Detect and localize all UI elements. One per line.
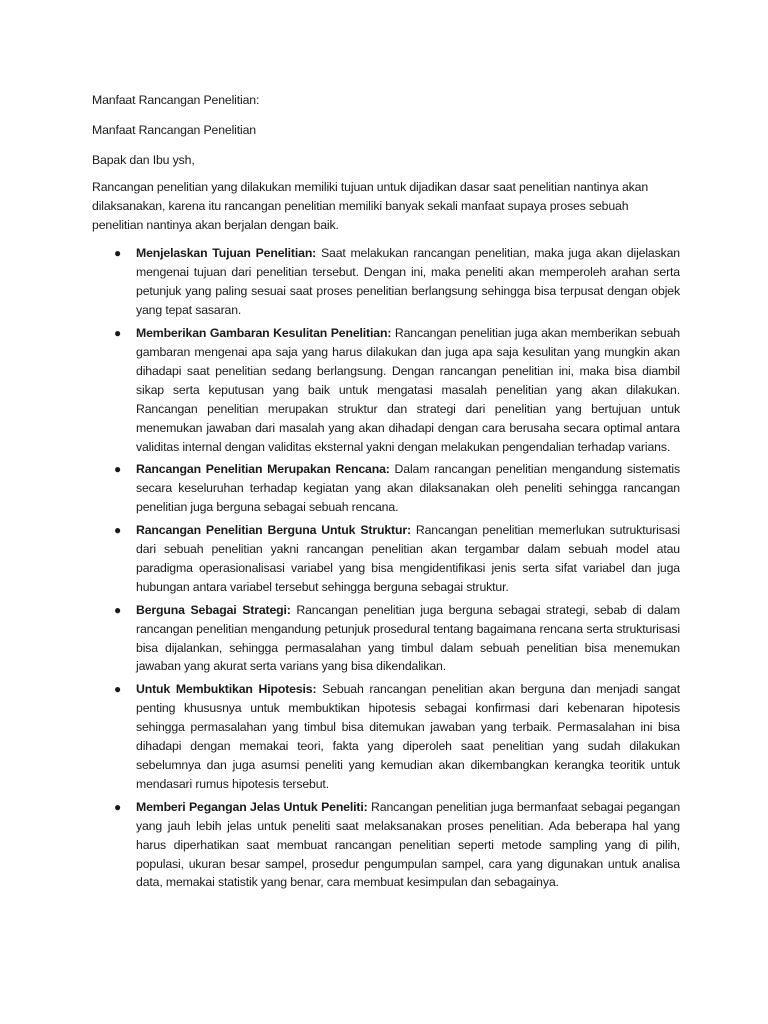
bullet-icon: ● xyxy=(114,523,122,538)
list-item-text: Saat melakukan rancangan penelitian, maka juga akan dijelaskan mengenai tujuan dari penelitian tersebut. Dengan ini, maka peneliti akan memperoleh arahan serta petunjuk yang paling sesuai saat proses penelitian berlangsung sehingga bisa terpusat dengan objek yang tepat sasaran. xyxy=(136,246,680,318)
bullet-icon: ● xyxy=(114,326,122,341)
document-subtitle: Manfaat Rancangan Penelitian xyxy=(92,122,256,137)
list-item xyxy=(92,244,680,320)
list-item-heading: Untuk Membuktikan Hipotesis: xyxy=(136,682,317,697)
document-title: Manfaat Rancangan Penelitian: xyxy=(92,93,260,107)
bullet-icon: ● xyxy=(114,682,122,697)
list-item xyxy=(92,680,680,793)
document-page xyxy=(92,91,680,896)
list-item-text: Dalam rancangan penelitian mengandung sistematis secara keseluruhan terhadap kegiatan yang akan dilaksanakan oleh peneliti sehingga rancangan penelitian juga berguna sebagai sebuah rencana. xyxy=(136,462,680,515)
bullet-icon: ● xyxy=(114,799,122,814)
intro-paragraph: Rancangan penelitian yang dilakukan memiliki tujuan untuk dijadikan dasar saat penelitian nantinya akan dilaksanakan, karena itu rancangan penelitian memiliki banyak sekali manfaat supaya proses sebuah penelitian nantinya akan berjalan dengan baik. xyxy=(92,179,649,232)
list-item xyxy=(92,798,680,893)
list-item-heading: Rancangan Penelitian Berguna Untuk Struktur: xyxy=(136,523,411,538)
list-item-text: Rancangan penelitian memerlukan sutrukturisasi dari sebuah penelitian yakni rancangan penelitian akan tergambar dalam sebuah model atau paradigma operasionalisasi variabel yang bisa mengidentifikasi jenis serta sifat variabel dan juga hubungan antara variabel tersebut sehingga berguna sebagai struktur. xyxy=(136,523,680,594)
list-item-text: Rancangan penelitian juga berguna sebagai strategi, sebab di dalam rancangan penelitian mengandung petunjuk prosedural tentang bagaimana rencana serta strukturisasi bisa dijalankan, sehingga permasalahan yang timbul dalam sebuah penelitian bisa menemukan jawaban yang akurat serta varians yang bisa dikendalikan. xyxy=(136,602,681,674)
bullet-icon: ● xyxy=(114,602,122,617)
list-item-heading: Menjelaskan Tujuan Penelitian: xyxy=(136,246,317,261)
greeting: Bapak dan Ibu ysh, xyxy=(92,152,195,167)
list-item-heading: Memberikan Gambaran Kesulitan Penelitian: xyxy=(136,326,392,341)
list-item xyxy=(92,324,680,456)
list-item xyxy=(92,521,680,597)
list-item xyxy=(92,601,680,677)
list-item-text: Rancangan penelitian juga bermanfaat sebagai pegangan yang jauh lebih jelas untuk peneliti saat melaksanakan proses penelitian. Ada beberapa hal yang harus diperhatikan saat membuat rancangan penelitian seperti metode sampling yang di pilih, populasi, ukuran besar sampel, prosedur pengumpulan sampel, cara yang digunakan untuk analisa data, memakai statistik yang benar, cara membuat kesimpulan dan sebagainya. xyxy=(136,799,681,890)
list-item-text: Rancangan penelitian juga akan memberikan sebuah gambaran mengenai apa saja yang harus dilakukan dan juga apa saja kesulitan yang mungkin akan dihadapi saat penelitian sedang berlangsung. Dengan rancangan penelitian ini, maka bisa diambil sikap serta keputusan yang baik untuk mengatasi masalah penelitian yang akan dilakukan. Rancangan penelitian merupakan struktur dan strategi dari penelitian yang bertujuan untuk menemukan jawaban dari masalah yang akan dihadapi dengan cara berusaha secara optimal antara validitas internal dengan validitas eksternal yakni dengan melakukan pengendalian terhadap varians. xyxy=(136,326,680,454)
list-item xyxy=(92,460,680,517)
list-item-text: Sebuah rancangan penelitian akan berguna dan menjadi sangat penting khususnya untuk membuktikan hipotesis sebagai konfirmasi dari kebenaran hipotesis sehingga permasalahan yang timbul bisa ditemukan jawaban yang terbaik. Permasalahan ini bisa dihadapi dengan memakai teori, fakta yang diperoleh saat penelitian yang sudah dilakukan sebelumnya dan juga asumsi peneliti yang kemudian akan dikembangkan kerangka teoritik untuk mendasari rumus hipotesis tersebut. xyxy=(136,682,680,791)
bullet-icon: ● xyxy=(114,462,122,477)
list-item-heading: Rancangan Penelitian Merupakan Rencana: xyxy=(136,462,390,477)
bullet-icon: ● xyxy=(114,246,122,261)
list-item-heading: Memberi Pegangan Jelas Untuk Peneliti: xyxy=(136,799,368,814)
list-item-heading: Berguna Sebagai Strategi: xyxy=(136,602,291,617)
benefit-list xyxy=(92,244,680,892)
